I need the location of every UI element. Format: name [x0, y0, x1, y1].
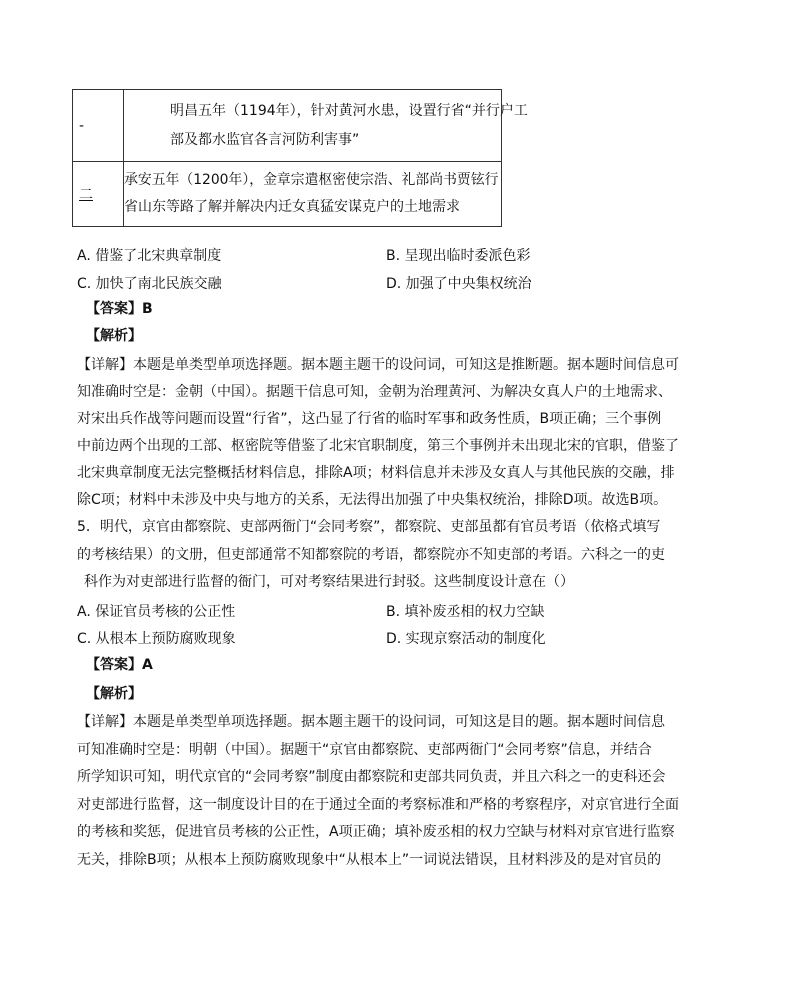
q4-option-b: B. 呈现出临时委派色彩 — [386, 248, 531, 264]
q5-detail-line: 【详解】本题是单类型单项选择题。据本题主题干的设问词，可知这是目的题。据本题时间信息 — [77, 714, 665, 730]
q5-option-c: C. 从根本上预防腐败现象 — [77, 631, 236, 647]
q5-answer: 【答案】A — [86, 657, 153, 673]
q5-option-d: D. 实现京察活动的制度化 — [386, 631, 546, 647]
q5-analysis-label: 【解析】 — [86, 686, 142, 702]
q5-detail-line: 无关，排除B项；从根本上预防腐败现象中“从根本上”一词说法错误，且材料涉及的是对官员的 — [77, 852, 662, 868]
table-row — [73, 90, 502, 162]
q5-stem-line: 科作为对吏部进行监督的衙门，可对考察结果进行封驳。这些制度设计意在（） — [84, 574, 574, 590]
table-row-text: 承安五年（1200年），金章宗遣枢密使宗浩、礼部尚书贾铉行 省山东等路了解并解决内迁女真猛安谋克户的土地需求 — [124, 162, 502, 227]
q5-stem-line: 5．明代，京官由都察院、吏部两衙门“会同考察”，都察院、吏部虽都有官员考语（依格式填写 — [77, 519, 661, 535]
table-row-label: - — [73, 90, 124, 162]
table-row-text: 明昌五年（1194年），针对黄河水患，设置行省“并行户工 部及都水监官各言河防利害事” — [124, 90, 502, 162]
q4-detail-line: 知准确时空是：金朝（中国）。据题干信息可知，金朝为治理黄河、为解决女真人户的土地需求、 — [77, 384, 672, 400]
q5-option-a: A. 保证官员考核的公正性 — [77, 604, 236, 620]
q4-option-c: C. 加快了南北民族交融 — [77, 276, 222, 292]
q4-option-a: A. 借鉴了北宋典章制度 — [77, 248, 222, 264]
q4-detail-line: 【详解】本题是单类型单项选择题。据本题主题干的设问词，可知这是推断题。据本题时间信息可 — [77, 357, 679, 373]
q5-detail-line: 对吏部进行监督，这一制度设计目的在于通过全面的考察标准和严格的考察程序，对京官进行全面 — [77, 797, 679, 813]
events-table — [72, 89, 528, 227]
q4-analysis-label: 【解析】 — [86, 328, 142, 344]
q5-option-b: B. 填补废丞相的权力空缺 — [386, 604, 545, 620]
q4-detail-line: 北宋典章制度无法完整概括材料信息，排除A项；材料信息并未涉及女真人与其他民族的交融，排 — [77, 465, 675, 481]
q4-detail-line: 对宋出兵作战等问题而设置“行省”，这凸显了行省的临时军事和政务性质，B项正确；三个事例 — [77, 411, 662, 427]
q5-stem-line: 的考核结果）的文册，但吏部通常不知都察院的考语，都察院亦不知吏部的考语。六科之一的吏 — [77, 547, 665, 563]
table-row — [73, 162, 502, 227]
q5-detail-line: 可知准确时空是：明朝（中国）。据题干“京官由都察院、吏部两衙门“会同考察”信息，并结合 — [77, 742, 652, 758]
q4-answer: 【答案】B — [86, 301, 153, 317]
q4-option-d: D. 加强了中央集权统治 — [386, 276, 532, 292]
table-row-label: 二 — [73, 162, 124, 227]
q4-detail-line: 除C项；材料中未涉及中央与地方的关系，无法得出加强了中央集权统治，排除D项。故选B项。 — [77, 492, 668, 508]
q5-detail-line: 的考核和奖惩，促进官员考核的公正性，A项正确；填补废丞相的权力空缺与材料对京官进行监察 — [77, 824, 675, 840]
q4-detail-line: 中前边两个出现的工部、枢密院等借鉴了北宋官职制度，第三个事例并未出现北宋的官职，借鉴了 — [77, 438, 679, 454]
q5-detail-line: 所学知识可知，明代京官的“会同考察”制度由都察院和吏部共同负责，并且六科之一的吏科还会 — [77, 769, 666, 785]
